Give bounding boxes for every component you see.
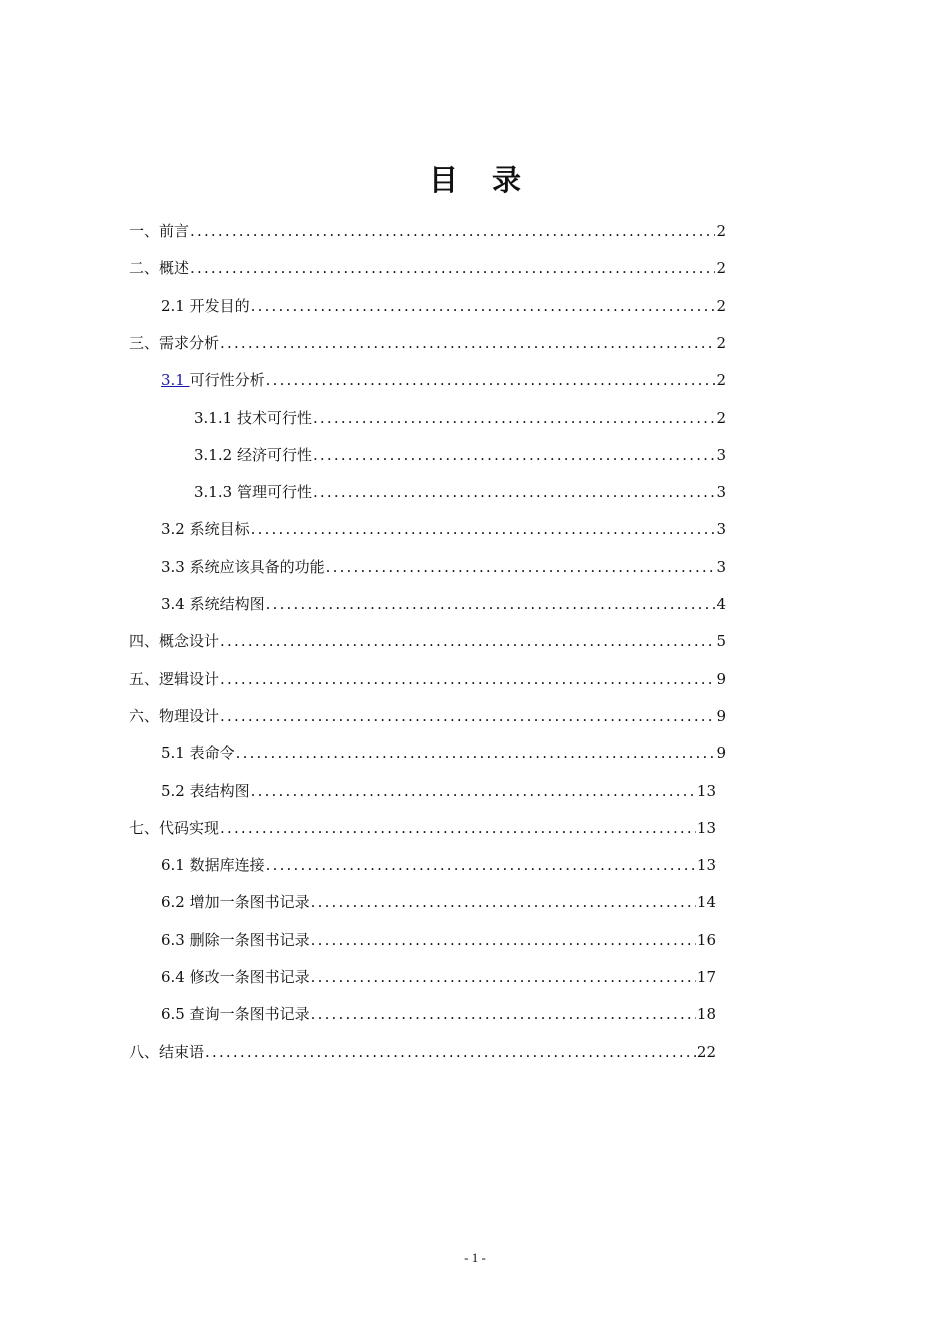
- toc-entry-text: 管理可行性: [236, 483, 312, 501]
- toc-page-number: 17: [696, 968, 716, 986]
- toc-entry-text: 六、物理设计: [129, 707, 220, 725]
- toc-entry-label: [129, 628, 219, 654]
- toc-page-number: 3: [716, 483, 726, 501]
- toc-entry-label: [194, 479, 312, 505]
- toc-entry-label: [161, 367, 265, 393]
- toc-leader-dots: [251, 293, 716, 319]
- toc-entry-label: [161, 516, 250, 542]
- toc-entry-label: [161, 927, 310, 953]
- toc-page-number: 13: [696, 856, 716, 874]
- toc-leader-dots: [311, 927, 696, 953]
- toc-entry[interactable]: [161, 516, 726, 542]
- toc-page-number: 2: [716, 334, 726, 352]
- toc-entry-label: [161, 554, 325, 580]
- toc-entry[interactable]: [161, 889, 716, 915]
- toc-leader-dots: [220, 330, 715, 356]
- toc-leader-dots: [266, 591, 716, 617]
- toc-page-number: 5: [716, 632, 726, 650]
- toc-page-number: 18: [696, 1005, 716, 1023]
- toc-entry-text: 修改一条图书记录: [189, 968, 310, 986]
- toc-entry-label: [129, 1039, 204, 1065]
- toc-entry-text: 系统结构图: [189, 595, 265, 613]
- toc-entry-number: 6.1: [161, 856, 190, 874]
- toc-leader-dots: [236, 740, 716, 766]
- toc-entry[interactable]: [129, 628, 726, 654]
- toc-page-number: 14: [696, 893, 716, 911]
- toc-page-number: 13: [696, 782, 716, 800]
- toc-entry-text: 三、需求分析: [129, 334, 220, 352]
- toc-page-number: 4: [716, 595, 726, 613]
- toc-entry[interactable]: [194, 442, 726, 468]
- toc-entry-number: 6.2: [161, 893, 190, 911]
- toc-leader-dots: [190, 218, 715, 244]
- toc-entry-label: [129, 666, 219, 692]
- page-title: 目 录: [428, 163, 534, 197]
- toc-entry-label: [129, 703, 219, 729]
- toc-entry-label: [161, 852, 265, 878]
- toc-entry-label: [161, 889, 310, 915]
- toc-page-number: 9: [716, 744, 726, 762]
- toc-leader-dots: [251, 516, 716, 542]
- toc-entry-label: [161, 1001, 310, 1027]
- toc-entry[interactable]: [129, 815, 716, 841]
- toc-entry-text: 七、代码实现: [129, 819, 220, 837]
- toc-entry[interactable]: [129, 703, 726, 729]
- toc-entry-text: 数据库连接: [189, 856, 265, 874]
- toc-entry-text: 可行性分析: [189, 371, 265, 389]
- toc-entry-label: [161, 293, 250, 319]
- toc-leader-dots: [311, 1001, 696, 1027]
- toc-entry[interactable]: [129, 218, 726, 244]
- toc-page-number: 2: [716, 222, 726, 240]
- toc-leader-dots: [220, 628, 715, 654]
- toc-entry-text: 四、概念设计: [129, 632, 220, 650]
- toc-entry[interactable]: [194, 405, 726, 431]
- toc-entry[interactable]: [161, 591, 726, 617]
- toc-entry-text: 开发目的: [189, 297, 250, 315]
- toc-entry-text: 五、逻辑设计: [129, 670, 220, 688]
- toc-entry-text: 八、结束语: [129, 1043, 205, 1061]
- toc-entry-number: 6.5: [161, 1005, 190, 1023]
- toc-entry[interactable]: [129, 330, 726, 356]
- toc-entry-text: 技术可行性: [236, 409, 312, 427]
- toc-leader-dots: [266, 367, 716, 393]
- toc-page-number: 3: [716, 520, 726, 538]
- toc-entry-label: [161, 740, 235, 766]
- toc-entry-number: 3.1.1: [194, 409, 237, 427]
- toc-entry[interactable]: [161, 1001, 716, 1027]
- toc-leader-dots: [313, 442, 716, 468]
- toc-page-number: 2: [716, 259, 726, 277]
- toc-page-number: 9: [716, 707, 726, 725]
- toc-page-number: 22: [696, 1043, 716, 1061]
- toc-page-number: 9: [716, 670, 726, 688]
- toc-page-number: 3: [716, 558, 726, 576]
- toc-entry[interactable]: [161, 554, 726, 580]
- toc-entry-text: 增加一条图书记录: [189, 893, 310, 911]
- toc-entry-link[interactable]: 3.1: [161, 371, 190, 389]
- toc-entry-number: 5.1: [161, 744, 190, 762]
- toc-leader-dots: [190, 255, 715, 281]
- toc-page-number: 13: [696, 819, 716, 837]
- toc-entry[interactable]: [161, 964, 716, 990]
- toc-entry-text: 表结构图: [189, 782, 250, 800]
- toc-entry-label: [129, 255, 189, 281]
- toc-entry-text: 二、概述: [129, 259, 190, 277]
- toc-entry-number: 2.1: [161, 297, 190, 315]
- toc-entry-label: [161, 591, 265, 617]
- toc-entry[interactable]: [129, 255, 726, 281]
- toc-leader-dots: [313, 479, 716, 505]
- toc-leader-dots: [266, 852, 696, 878]
- toc-leader-dots: [220, 666, 715, 692]
- toc-entry-number: 3.1.3: [194, 483, 237, 501]
- toc-entry-number: 5.2: [161, 782, 190, 800]
- toc-entry[interactable]: [129, 1039, 716, 1065]
- toc-entry-text: 删除一条图书记录: [189, 931, 310, 949]
- toc-entry[interactable]: [129, 666, 726, 692]
- toc-entry-number: 3.2: [161, 520, 190, 538]
- toc-entry-label: [161, 778, 250, 804]
- toc-leader-dots: [205, 1039, 696, 1065]
- toc-entry-label: [129, 330, 219, 356]
- toc-entry-text: 表命令: [189, 744, 235, 762]
- toc-entry-label: [161, 964, 310, 990]
- toc-leader-dots: [251, 778, 696, 804]
- toc-entry[interactable]: [194, 479, 726, 505]
- toc-page-number: 2: [716, 297, 726, 315]
- toc-entry-number: 3.3: [161, 558, 190, 576]
- toc-entry-number: 6.3: [161, 931, 190, 949]
- toc-entry[interactable]: [161, 852, 716, 878]
- toc-entry[interactable]: [161, 740, 726, 766]
- toc-leader-dots: [326, 554, 716, 580]
- toc-entry[interactable]: [161, 367, 726, 393]
- page-footer: - 1 -: [464, 1250, 486, 1265]
- toc-entry-text: 查询一条图书记录: [189, 1005, 310, 1023]
- toc-entry-label: [129, 218, 189, 244]
- toc-entry[interactable]: [161, 293, 726, 319]
- toc-leader-dots: [311, 964, 696, 990]
- toc-entry-number: 3.1.2: [194, 446, 237, 464]
- toc-entry-text: 一、前言: [129, 222, 190, 240]
- toc-leader-dots: [220, 703, 715, 729]
- toc-entry-text: 系统目标: [189, 520, 250, 538]
- toc-entry-number: 3.4: [161, 595, 190, 613]
- toc-entry-text: 经济可行性: [236, 446, 312, 464]
- toc-entry-label: [194, 442, 312, 468]
- toc-page-number: 3: [716, 446, 726, 464]
- toc-leader-dots: [313, 405, 716, 431]
- toc-entry-label: [129, 815, 219, 841]
- toc-page-number: 16: [696, 931, 716, 949]
- toc-entry[interactable]: [161, 778, 716, 804]
- toc-page-number: 2: [716, 409, 726, 427]
- toc-entry-label: [194, 405, 312, 431]
- toc-entry-number: 6.4: [161, 968, 190, 986]
- toc-entry-text: 系统应该具备的功能: [189, 558, 325, 576]
- toc-leader-dots: [311, 889, 696, 915]
- toc-page-number: 2: [716, 371, 726, 389]
- toc-leader-dots: [220, 815, 696, 841]
- toc-entry[interactable]: [161, 927, 716, 953]
